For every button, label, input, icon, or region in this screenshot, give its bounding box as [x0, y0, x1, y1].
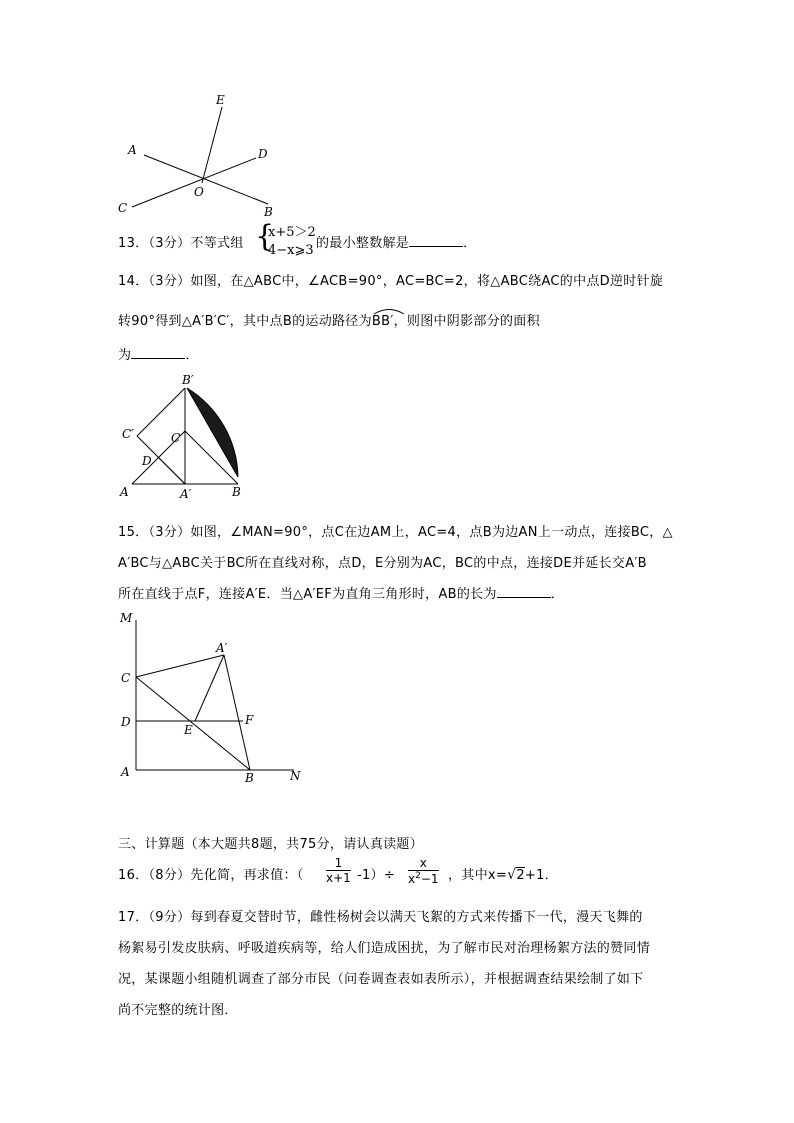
label-M: M [120, 611, 133, 625]
label-B: B [232, 485, 241, 499]
label-Bp: B′ [182, 373, 194, 387]
label-E: E [184, 723, 193, 737]
label-C: C [171, 431, 181, 445]
label-Cp: C′ [122, 427, 134, 441]
label-Ap: A′ [216, 641, 228, 655]
seg-Cp-Bp [137, 388, 185, 436]
question-15-line2: A′BC与△ABC关于BC所在直线对称，点D，E分别为AC，BC的中点，连接DE并延长交A′B [118, 556, 647, 571]
arc-symbol [372, 307, 406, 315]
question-14-line2 [118, 310, 540, 329]
question-17-line2: 杨絮易引发皮肤病、呼吸道疾病等，给人们造成困扰，为了解市民对治理杨絮方法的赞同情 [118, 941, 651, 956]
q14-line2-post: ，则图中阴影部分的面积 [393, 314, 540, 329]
label-D: D [258, 147, 268, 161]
q13-inequality-2: 4−x⩾3 [268, 243, 314, 258]
q16-f1-denominator: x+1 [326, 871, 351, 885]
label-C: C [118, 201, 128, 215]
q16-fraction-1 [326, 856, 351, 885]
seg-Ap-E [195, 655, 224, 721]
question-15-line1: 15．（3分）如图，∠MAN=90°，点C在边AM上，AC=4，点B为边AN上一动点，连接BC，△ [118, 525, 673, 540]
q13-answer-blank[interactable] [409, 234, 463, 247]
q16-f1-numerator: 1 [334, 856, 343, 870]
label-O: O [194, 185, 204, 199]
shaded-region [187, 388, 238, 477]
line-C-D [132, 158, 256, 207]
label-A: A [128, 143, 137, 157]
sqrt-sign: √ [507, 867, 517, 883]
q15-answer-blank[interactable] [497, 585, 551, 598]
figure-reflection [112, 608, 312, 788]
q16-mid: -1）÷ [357, 868, 396, 883]
q16-f2-exponent: 2 [415, 871, 421, 881]
label-F: F [245, 713, 254, 727]
q14-end: ． [185, 348, 199, 363]
q16-suffix-pre: ，其中x= [448, 868, 508, 883]
q13-inequality-1: x+5＞2 [268, 225, 316, 240]
q14-answer-blank[interactable] [131, 346, 185, 359]
question-14-line3 [118, 344, 199, 363]
label-A: A [121, 765, 130, 779]
q16-sqrt-arg: 2 [516, 868, 525, 883]
question-14-line1: 14．（3分）如图，在△ABC中，∠ACB=90°，AC=BC=2，将△ABC绕AC的中点D逆时针旋 [118, 274, 664, 289]
question-17-line3: 况，某课题小组随机调查了部分市民（问卷调查表如表所示），并根据调查结果绘制了如下 [118, 972, 644, 987]
arc-label: BB′ [371, 314, 394, 329]
question-17-line1: 17．（9分）每到春夏交替时节，雌性杨树会以满天飞絮的方式来传播下一代，漫天飞舞的 [118, 910, 643, 925]
system-brace: { [255, 219, 275, 254]
q16-f2-denominator: $x^2-1$ [408, 871, 439, 886]
label-D: D [142, 454, 152, 468]
question-15-line3 [118, 583, 564, 602]
label-Ap: A′ [180, 487, 192, 501]
label-D: D [121, 715, 131, 729]
q13-tail [316, 232, 476, 251]
figure-intersecting-lines [110, 90, 290, 220]
section-3-title: 三、计算题（本大题共8题，共75分，请认真读题） [118, 837, 424, 852]
question-13 [118, 232, 244, 251]
question-16-prefix: 16．（8分）先化简，再求值：（ [118, 868, 304, 883]
q16-fraction-2 [408, 856, 439, 886]
q16-suffix [448, 864, 558, 883]
q14-line2-pre: 转90°得到△A′B′C′，其中点B的运动路径为 [118, 314, 372, 329]
label-A: A [120, 485, 129, 499]
q15-line3-text: 所在直线于点F，连接A′E．当△A′EF为直角三角形时，AB的长为 [118, 587, 497, 602]
label-N: N [290, 769, 301, 783]
label-C: C [121, 671, 131, 685]
line-A-B [144, 155, 268, 204]
q15-end: ． [550, 587, 565, 602]
seg-D-Ap [159, 458, 185, 484]
seg-C-Ap [136, 655, 224, 677]
seg-C-B [136, 677, 250, 770]
q16-suffix-post: +1． [524, 868, 558, 883]
label-E: E [216, 93, 225, 107]
q13-end: ． [463, 236, 477, 251]
arc-bb-prime [372, 314, 394, 329]
line-O-E [202, 107, 222, 183]
question-17-line4: 尚不完整的统计图． [118, 1003, 238, 1018]
q14-line3-text: 为 [118, 348, 132, 363]
label-B: B [264, 205, 273, 219]
figure-rotation [112, 370, 262, 502]
q13-prefix: 13．（3分）不等式组 [118, 236, 244, 251]
label-B: B [245, 771, 254, 785]
q16-f2-numerator: x [419, 856, 427, 870]
q13-suffix: 的最小整数解是 [316, 236, 410, 251]
